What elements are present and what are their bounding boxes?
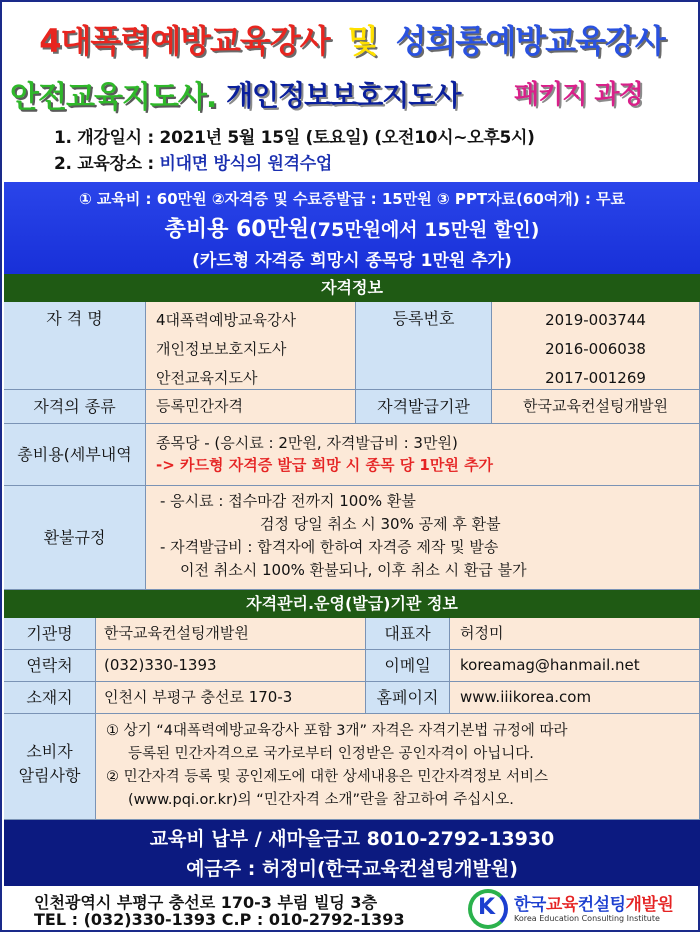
date-value: 2021년 5월 15일 (토요일) (오전10시~오후5시)	[159, 128, 535, 148]
org-value: 한국교육컨설팅개발원	[96, 618, 366, 650]
tel-value: (032)330-1393	[96, 650, 366, 682]
notice-label-1: 소비자	[26, 742, 73, 761]
price-card-note: (카드형 자격증 희망시 종목당 1만원 추가)	[192, 251, 512, 271]
logo-subtitle: Korea Education Consulting Institute	[514, 914, 660, 923]
logo-name-d: 개발원	[625, 895, 674, 915]
notice-2b: (www.pqi.or.kr)의 “민간자격 소개”란을 참고하여 주십시오.	[128, 792, 514, 808]
rep-label: 대표자	[366, 618, 450, 650]
payment-account: 교육비 납부 / 새마을금고 8010-2792-13930	[149, 828, 555, 850]
addr-label: 소재지	[4, 682, 96, 714]
qual-type-label: 자격의 종류	[4, 390, 146, 424]
notice-label	[4, 714, 96, 820]
rep-value: 허정미	[450, 618, 700, 650]
issuer-value: 한국교육컨설팅개발원	[492, 390, 700, 424]
cost-label: 총비용(세부내역	[4, 424, 146, 486]
qual-name-1: 4대폭력예방교육강사	[156, 311, 296, 329]
qual-name-3: 안전교육지도사	[156, 369, 258, 387]
subtitle-part3: 패키지 과정	[514, 80, 643, 110]
footer-address: 인천광역시 부평구 충선로 170-3 부림 빌딩 3층	[34, 893, 378, 912]
cost-detail	[146, 424, 700, 486]
course-place	[54, 149, 332, 174]
home-label: 홈페이지	[366, 682, 450, 714]
section-org-title: 자격관리.운영(발급)기관 정보	[4, 590, 700, 618]
place-value: 비대면 방식의 원격수업	[159, 154, 333, 174]
company-logo	[468, 886, 694, 932]
reg-number-2: 2016-006038	[545, 340, 646, 358]
price-breakdown: ① 교육비 : 60만원 ②자격증 및 수료증발급 : 15만원 ③ PPT자료(60여개) : 무료	[78, 190, 626, 208]
refund-label: 환불규정	[4, 486, 146, 590]
main-title	[2, 16, 700, 62]
home-value: www.iiikorea.com	[450, 682, 700, 714]
refund-detail	[146, 486, 700, 590]
notice-label-2: 알림사항	[18, 766, 81, 785]
payment-banner	[4, 820, 700, 886]
tel-label: 연락처	[4, 650, 96, 682]
reg-number-label: 등록번호	[356, 302, 492, 390]
logo-name	[514, 890, 673, 915]
reg-number-3: 2017-001269	[545, 369, 646, 387]
title-and: 및	[347, 22, 378, 60]
notice-1a: ① 상기 “4대폭력예방교육강사 포함 3개” 자격은 자격기본법 규정에 따라	[106, 723, 568, 739]
reg-number-1: 2019-003744	[545, 311, 646, 329]
logo-name-b: 교육	[545, 895, 578, 915]
logo-mark-icon	[468, 889, 508, 929]
qual-type-value: 등록민간자격	[146, 390, 356, 424]
price-total	[4, 212, 700, 243]
course-date	[54, 123, 535, 148]
notice-2a: ② 민간자격 등록 및 공인제도에 대한 상세내용은 민간자격정보 서비스	[106, 769, 549, 785]
refund-line-4: 이전 취소시 100% 환불되나, 이후 취소 시 환급 불가	[180, 561, 527, 579]
email-value: koreamag@hanmail.net	[450, 650, 700, 682]
section-qual-title: 자격정보	[4, 274, 700, 302]
email-label: 이메일	[366, 650, 450, 682]
subtitle-part2: 개인정보보호지도사	[226, 79, 461, 112]
place-label: 2. 교육장소 :	[54, 154, 154, 174]
qual-name-2: 개인정보보호지도사	[156, 340, 287, 358]
logo-mark-letter: K	[478, 895, 496, 920]
refund-line-2: 검정 당일 취소 시 30% 공제 후 환불	[260, 515, 501, 533]
refund-line-1: - 응시료 : 접수마감 전까지 100% 환불	[160, 492, 416, 510]
logo-name-a: 한국	[514, 895, 546, 915]
subtitle-part1: 안전교육지도사.	[10, 80, 217, 115]
cost-line-2: -> 카드형 자격증 발급 희망 시 종목 당 1만원 추가	[156, 456, 494, 474]
title-part2: 성희롱예방교육강사	[395, 22, 665, 60]
issuer-label: 자격발급기관	[356, 390, 492, 424]
cost-line-1: 종목당 - (응시료 : 2만원, 자격발급비 : 3만원)	[156, 434, 458, 452]
notice-detail	[96, 714, 700, 820]
refund-line-3: - 자격발급비 : 합격자에 한하여 자격증 제작 및 발송	[160, 538, 499, 556]
notice-1b: 등록된 민간자격으로 국가로부터 인정받은 공인자격이 아닙니다.	[128, 746, 534, 762]
reg-number-list	[492, 302, 700, 390]
price-discount: (75만원에서 15만원 할인)	[309, 219, 540, 241]
logo-name-c: 컨설팅	[577, 895, 626, 915]
qual-name-label: 자 격 명	[4, 302, 146, 390]
org-label: 기관명	[4, 618, 96, 650]
price-banner	[4, 182, 700, 274]
payment-holder: 예금주 : 허정미(한국교육컨설팅개발원)	[186, 858, 518, 880]
addr-value: 인천시 부평구 충선로 170-3	[96, 682, 366, 714]
price-total-bold: 총비용 60만원	[164, 217, 310, 242]
footer-tel: TEL : (032)330-1393 C.P : 010-2792-1393	[34, 910, 405, 929]
qual-name-list	[146, 302, 356, 390]
date-label: 1. 개강일시 :	[54, 128, 154, 148]
title-part1: 4대폭력예방교육강사	[39, 22, 330, 60]
